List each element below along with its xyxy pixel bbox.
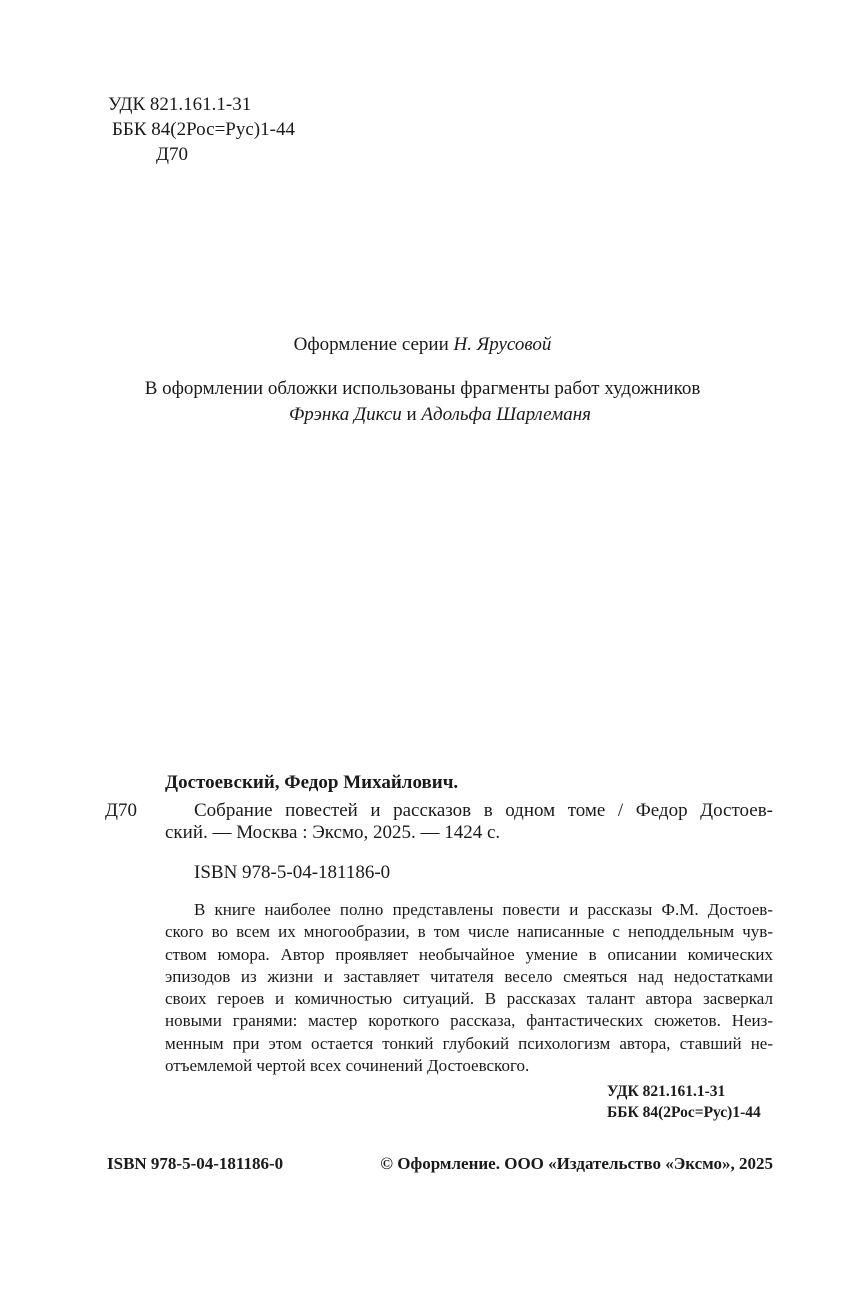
series-design-credit [0,334,845,356]
record-author-mark: Д70 [105,800,137,821]
record-title-line-2: ский. — Москва : Эксмо, 2025. — 1424 с. [165,822,501,843]
cover-artists [0,404,845,426]
annotation-line-3: ством юмора. Автор проявляет необычайное умение в описании комических [165,944,773,964]
cover-credit-line: В оформлении обложки использованы фрагменты работ художников [144,378,701,399]
annotation-line-6: новыми гранями: мастер короткого рассказа, фантастических сюжетов. Неиз- [165,1011,773,1031]
record-title [165,800,773,844]
record-udk: УДК 821.161.1-31 [607,1083,726,1100]
annotation-line-8: отъемлемой чертой всех сочинений Достоевского. [165,1056,530,1076]
record-annotation [165,899,773,1077]
footer-isbn: ISBN 978-5-04-181186-0 [107,1154,284,1173]
artist-conjunction: и [406,404,417,425]
annotation-line-2: ского во всем их многообразии, в том числе написанные с неподдельным чув- [165,922,773,942]
artist-name-1: Фрэнка Дикси [289,404,402,425]
annotation-line-4: эпизодов из жизни и заставляет читателя весело смеяться над недостатками [165,966,773,986]
annotation-line-5: своих героев и комичностью ситуаций. В рассказах талант автора засверкал [165,989,773,1009]
footer-copyright: © Оформление. ООО «Издательство «Эксмо», 2025 [380,1154,773,1173]
udk-code-top: УДК 821.161.1-31 [108,94,252,115]
bbk-code-top: ББК 84(2Рос=Рус)1-44 [112,119,295,140]
series-designer-name: Н. Ярусовой [453,334,552,355]
record-bbk: ББК 84(2Рос=Рус)1-44 [607,1104,761,1121]
series-design-label: Оформление серии [293,334,449,355]
annotation-line-1: В книге наиболее полно представлены повести и рассказы Ф.М. Достоев- [194,900,773,919]
annotation-line-7: менным при этом остается тонкий глубокий психологизм автора, ставший не- [165,1033,773,1053]
record-isbn: ISBN 978-5-04-181186-0 [194,862,391,883]
author-mark-top: Д70 [156,144,188,165]
artist-name-2: Адольфа Шарлеманя [421,404,591,425]
record-author: Достоевский, Федор Михайлович. [165,772,459,793]
record-title-line-1: Собрание повестей и рассказов в одном томе / Федор Достоев- [194,800,773,821]
